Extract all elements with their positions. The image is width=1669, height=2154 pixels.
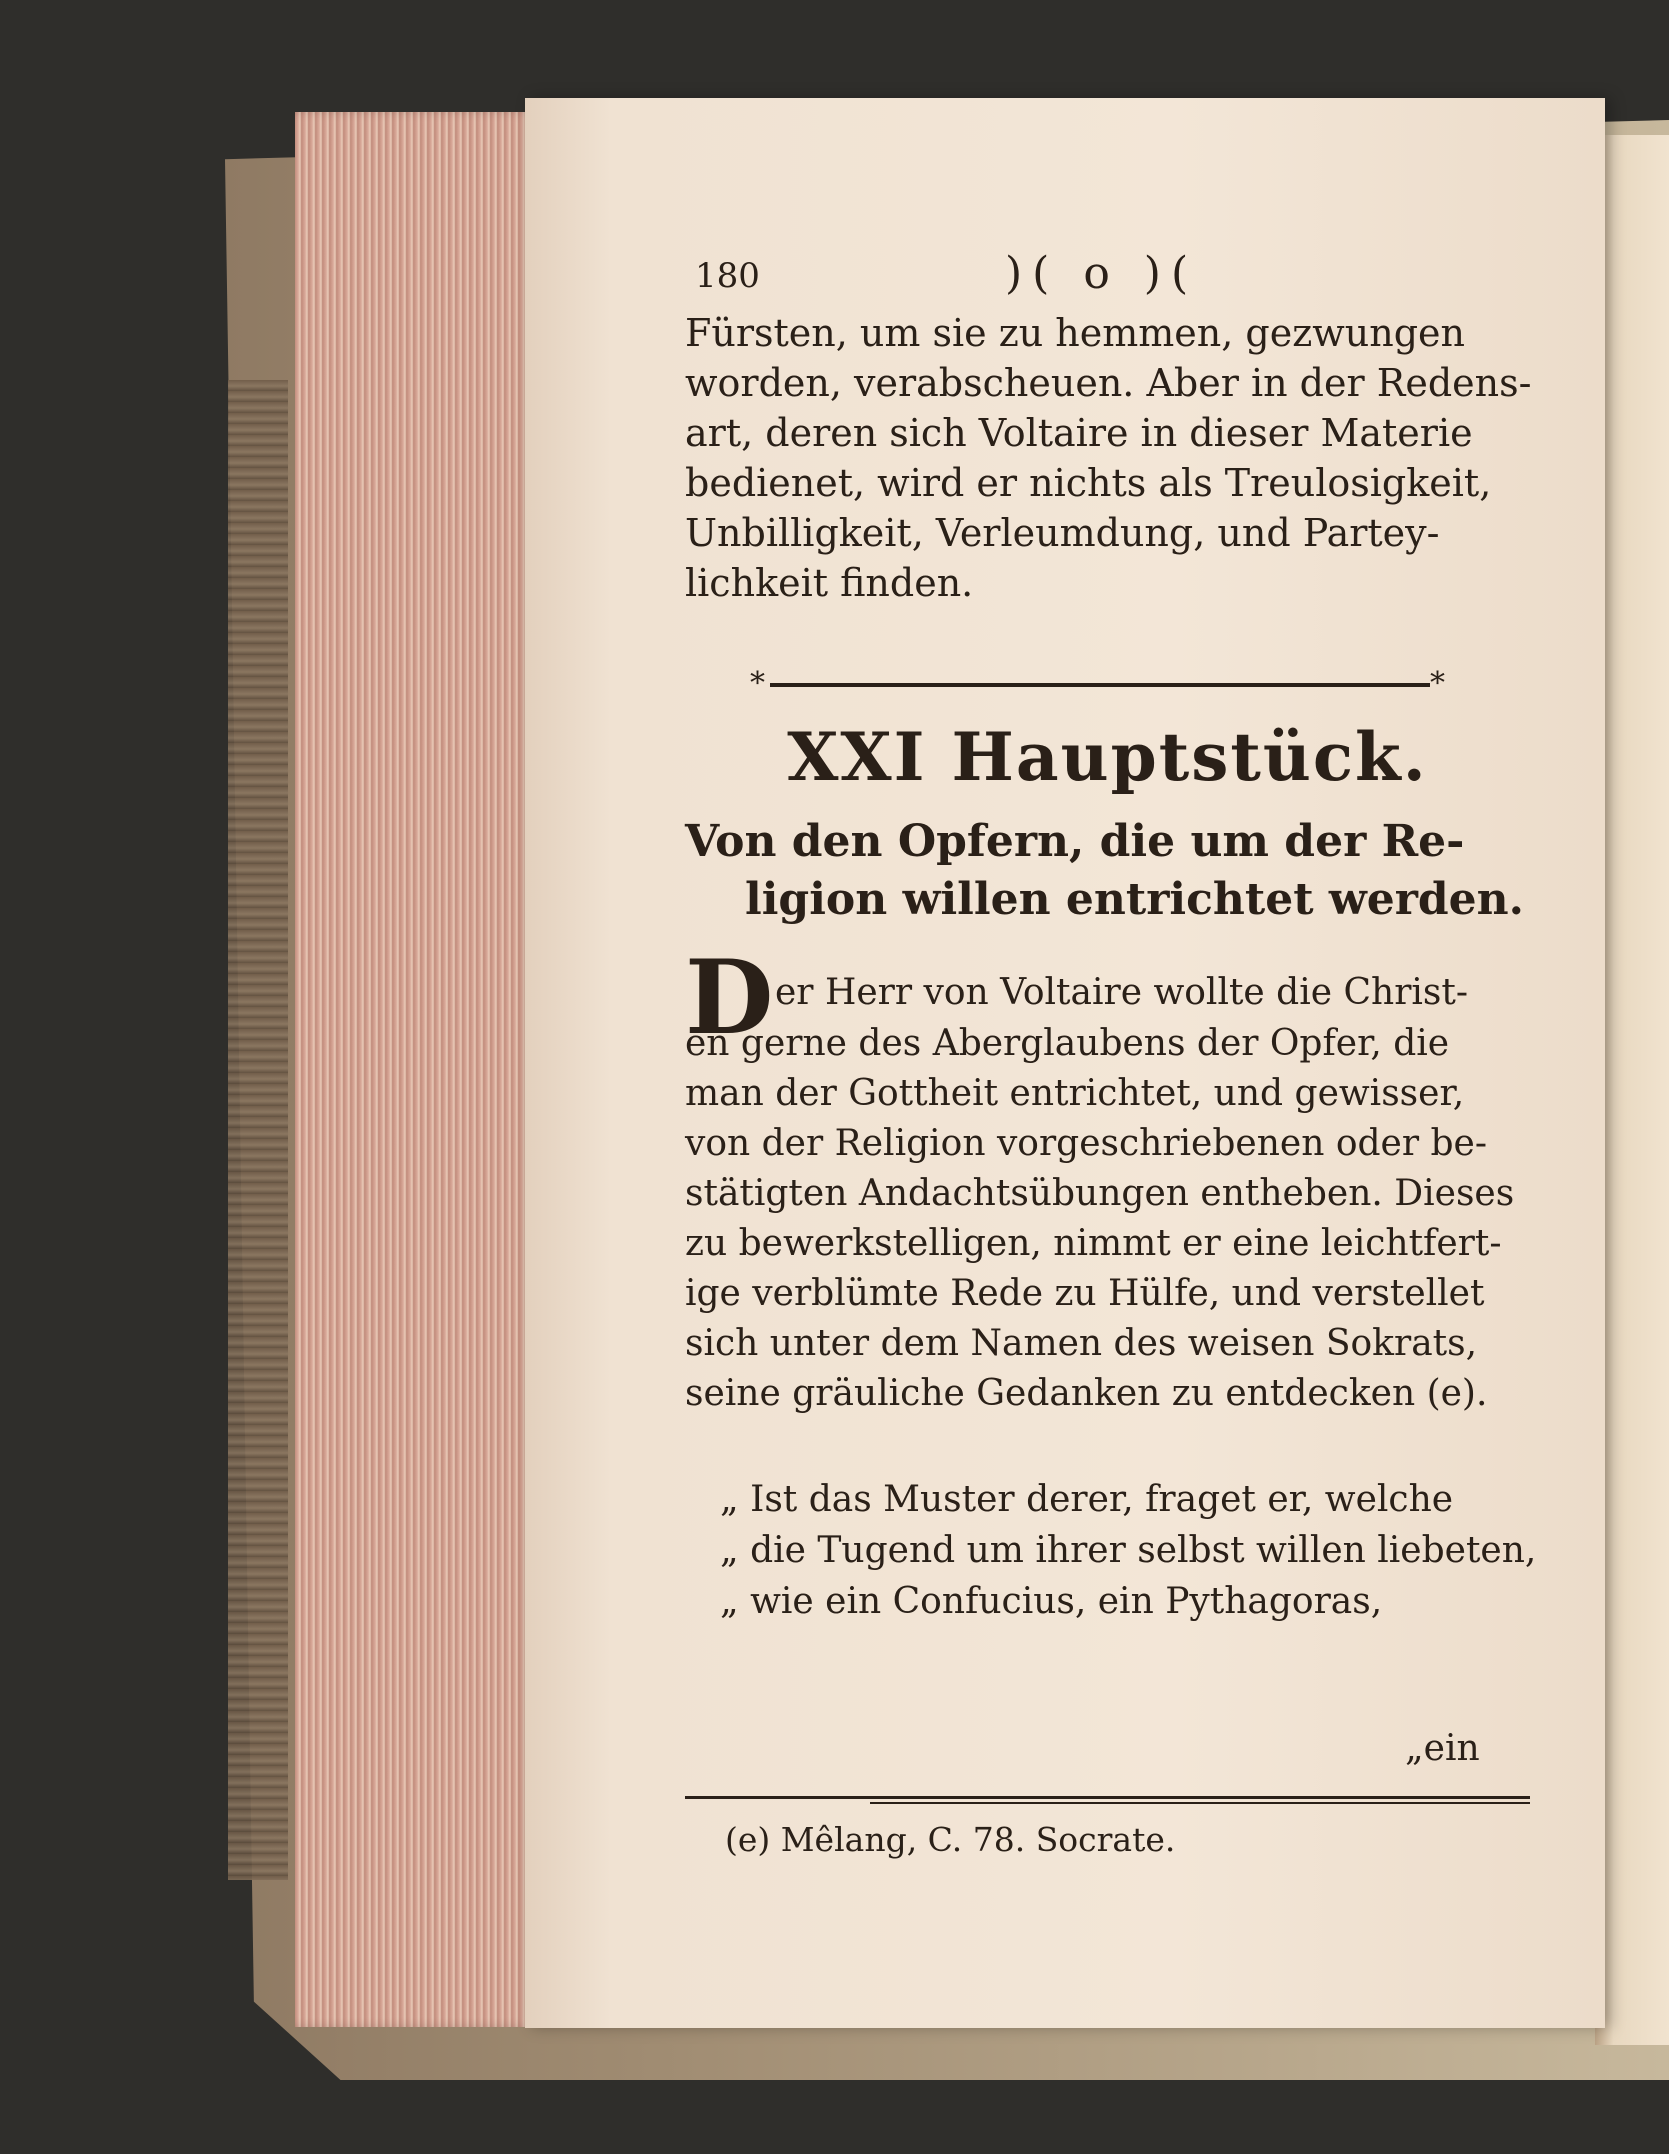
- divider-star-left: *: [750, 666, 765, 701]
- running-head-ornament: )( o )(: [1005, 248, 1199, 299]
- quote-line: „ die Tugend um ihrer selbst willen liebeten,: [720, 1530, 1537, 1571]
- text-line: Unbilligkeit, Verleumdung, und Partey-: [685, 511, 1440, 555]
- text-line: art, deren sich Voltaire in dieser Materie: [685, 411, 1473, 455]
- text-line: lichkeit finden.: [685, 561, 974, 605]
- page-number: 180: [695, 256, 760, 296]
- marbled-cover-edge: [228, 380, 288, 1880]
- paragraph-line: seine gräuliche Gedanken zu entdecken (e).: [685, 1373, 1488, 1414]
- book-page: [525, 98, 1605, 2028]
- text-line: worden, verabscheuen. Aber in der Redens-: [685, 361, 1532, 405]
- paragraph-line: sich unter dem Namen des weisen Sokrats,: [685, 1323, 1478, 1364]
- quote-line: „ Ist das Muster derer, fraget er, welche: [720, 1479, 1454, 1520]
- page-edges: [295, 112, 535, 2027]
- catchword: „ein: [1405, 1728, 1480, 1769]
- text-line: Fürsten, um sie zu hemmen, gezwungen: [685, 311, 1466, 355]
- quote-line: „ wie ein Confucius, ein Pythagoras,: [720, 1581, 1383, 1622]
- section-divider: [770, 683, 1430, 687]
- footnote-rule: [870, 1802, 1530, 1804]
- paragraph-line: man der Gottheit entrichtet, und gewisser,: [685, 1073, 1465, 1114]
- facing-page-edge: [1595, 135, 1669, 2045]
- chapter-subtitle-line: Von den Opfern, die um der Re-: [685, 816, 1465, 867]
- paragraph-line: zu bewerkstelligen, nimmt er eine leichtfert-: [685, 1223, 1502, 1264]
- footnote-rule: [685, 1796, 1530, 1799]
- text-line: bedienet, wird er nichts als Treulosigkeit,: [685, 461, 1492, 505]
- chapter-subtitle-line: ligion willen entrichtet werden.: [745, 874, 1524, 925]
- footnote: (e) Mêlang, C. 78. Socrate.: [725, 1820, 1176, 1859]
- paragraph-line: ige verblümte Rede zu Hülfe, und verstellet: [685, 1273, 1485, 1314]
- paragraph-first-line: er Herr von Voltaire wollte die Christ-: [775, 972, 1469, 1013]
- chapter-title: XXI Hauptstück.: [787, 718, 1428, 796]
- paragraph-line: stätigten Andachtsübungen entheben. Dieses: [685, 1173, 1515, 1214]
- divider-star-right: *: [1430, 666, 1445, 701]
- drop-cap: D: [685, 938, 774, 1058]
- paragraph-line: en gerne des Aberglaubens der Opfer, die: [685, 1023, 1450, 1064]
- paragraph-line: von der Religion vorgeschriebenen oder be-: [685, 1123, 1488, 1164]
